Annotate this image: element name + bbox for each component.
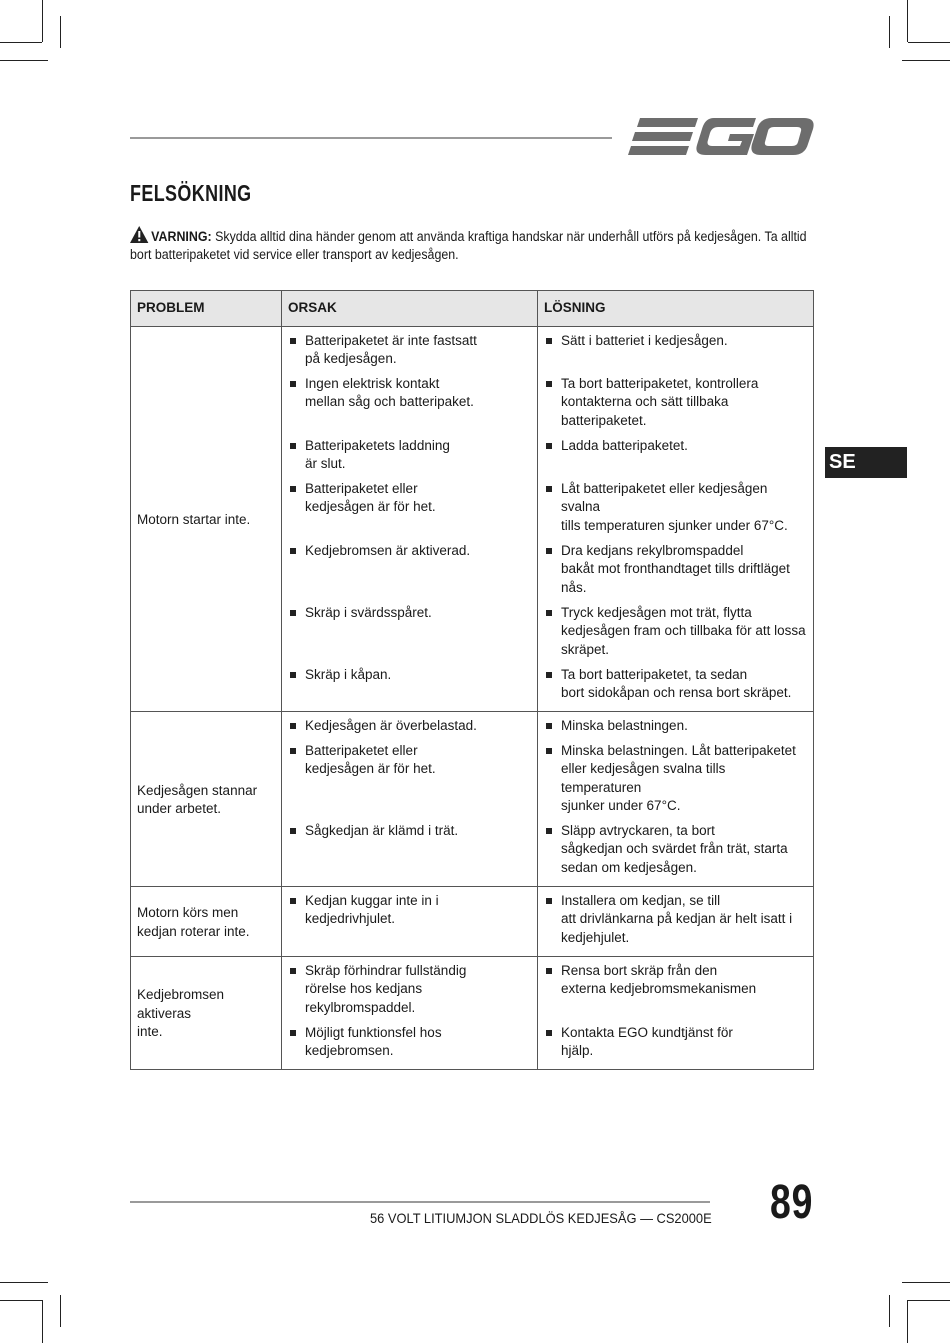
bullet-icon	[290, 898, 296, 904]
solution-text: Släpp avtryckaren, ta bort sågkedjan och svärdet från trät, starta sedan om kedjesågen.	[561, 822, 788, 875]
cause-text: Möjligt funktionsfel hos kedjebromsen.	[305, 1024, 442, 1058]
table-header-row	[131, 291, 814, 327]
solution-item	[544, 742, 807, 816]
solution-item	[544, 604, 807, 660]
solution-cell	[538, 956, 814, 1069]
page-number: 89	[770, 1176, 814, 1229]
solution-item	[544, 542, 807, 598]
cause-cell	[282, 956, 538, 1069]
table-row	[131, 886, 814, 956]
language-tab: SE	[825, 447, 907, 478]
crop-mark	[907, 0, 908, 42]
solution-item	[544, 962, 807, 1018]
cause-item	[288, 962, 531, 1018]
cause-item	[288, 666, 531, 703]
cause-item	[288, 742, 531, 816]
bullet-icon	[546, 486, 552, 492]
solution-text: Ta bort batteripaketet, ta sedan bort sidokåpan och rensa bort skräpet.	[561, 666, 792, 700]
problem-text: Kedjebromsen aktiveras inte.	[137, 987, 225, 1040]
bullet-icon	[546, 828, 552, 834]
solution-item	[544, 822, 807, 878]
cause-item	[288, 822, 531, 878]
bullet-icon	[290, 381, 296, 387]
solution-cell	[538, 326, 814, 711]
solution-item	[544, 666, 807, 703]
solution-item	[544, 1024, 807, 1061]
page-title: FELSÖKNING	[130, 180, 252, 206]
problem-cell	[131, 956, 282, 1069]
crop-mark	[889, 16, 890, 48]
problem-text: Motorn körs men kedjan roterar inte.	[137, 905, 250, 939]
cause-text: Batteripaketets laddning är slut.	[305, 437, 450, 471]
solution-text: Låt batteripaketet eller kedjesågen svalna tills temperaturen sjunker under 67°C.	[561, 480, 788, 533]
crop-mark	[0, 1282, 48, 1283]
crop-mark	[908, 1300, 950, 1301]
bullet-icon	[290, 548, 296, 554]
problem-text: Kedjesågen stannar under arbetet.	[137, 782, 258, 816]
crop-mark	[42, 0, 43, 42]
crop-mark	[908, 42, 950, 43]
bullet-icon	[546, 548, 552, 554]
ego-logo	[628, 116, 814, 158]
problem-text: Motorn startar inte.	[137, 511, 251, 527]
bullet-icon	[290, 723, 296, 729]
crop-mark	[0, 42, 42, 43]
footer-rule	[130, 1201, 710, 1203]
cause-text: Batteripaketet eller kedjesågen är för het.	[305, 742, 436, 776]
solution-item	[544, 437, 807, 474]
cause-text: Kedjan kuggar inte in i kedjedrivhjulet.	[305, 892, 439, 926]
solution-text: Dra kedjans rekylbromspaddel bakåt mot fronthandtaget tills driftläget nås.	[561, 542, 790, 595]
problem-cell	[131, 711, 282, 886]
cause-item	[288, 332, 531, 369]
crop-mark	[0, 60, 48, 61]
solution-text: Ladda batteripaketet.	[561, 437, 688, 453]
solution-text: Ta bort batteripaketet, kontrollera kontakterna och sätt tillbaka batteripaketet.	[561, 375, 759, 428]
cause-item	[288, 542, 531, 598]
bullet-icon	[290, 968, 296, 974]
column-header-cause: ORSAK	[282, 291, 538, 327]
solution-text: Rensa bort skräp från den externa kedjebromsmekanismen	[561, 962, 757, 996]
troubleshooting-table	[130, 290, 814, 1070]
crop-mark	[902, 60, 950, 61]
solution-item	[544, 717, 807, 736]
cause-item	[288, 717, 531, 736]
cause-text: Skräp förhindrar fullständig rörelse hos kedjans rekylbromspaddel.	[305, 962, 467, 1015]
solution-text: Tryck kedjesågen mot trät, flytta kedjesågen fram och tillbaka för att lossa skräpet.	[561, 604, 806, 657]
solution-item	[544, 892, 807, 948]
crop-mark	[60, 16, 61, 48]
bullet-icon	[290, 1030, 296, 1036]
crop-mark	[889, 1295, 890, 1327]
problem-cell	[131, 326, 282, 711]
solution-item	[544, 480, 807, 536]
bullet-icon	[546, 672, 552, 678]
warning-notice	[130, 226, 815, 264]
cause-item	[288, 437, 531, 474]
problem-cell	[131, 886, 282, 956]
cause-text: Batteripaketet eller kedjesågen är för het.	[305, 480, 436, 514]
warning-triangle-icon	[130, 226, 148, 243]
cause-item	[288, 604, 531, 660]
cause-item	[288, 1024, 531, 1061]
header-rule	[130, 137, 612, 139]
cause-item	[288, 375, 531, 431]
solution-text: Minska belastningen. Låt batteripaketet eller kedjesågen svalna tills temperaturen sjunker under 67°C.	[561, 742, 796, 813]
bullet-icon	[546, 381, 552, 387]
crop-mark	[907, 1300, 908, 1343]
bullet-icon	[546, 968, 552, 974]
solution-cell	[538, 711, 814, 886]
crop-mark	[902, 1282, 950, 1283]
cause-item	[288, 892, 531, 948]
cause-cell	[282, 711, 538, 886]
warning-label: VARNING:	[151, 229, 212, 244]
crop-mark	[42, 1300, 43, 1343]
bullet-icon	[290, 672, 296, 678]
cause-text: Skräp i svärdsspåret.	[305, 604, 432, 620]
bullet-icon	[546, 338, 552, 344]
cause-text: Kedjebromsen är aktiverad.	[305, 542, 471, 558]
bullet-icon	[546, 610, 552, 616]
bullet-icon	[546, 443, 552, 449]
solution-text: Sätt i batteriet i kedjesågen.	[561, 332, 728, 348]
cause-text: Sågkedjan är klämd i trät.	[305, 822, 459, 838]
bullet-icon	[290, 610, 296, 616]
cause-text: Skräp i kåpan.	[305, 666, 392, 682]
solution-text: Installera om kedjan, se till att drivlänkarna på kedjan är helt isatt i kedjehjulet.	[561, 892, 793, 945]
bullet-icon	[546, 1030, 552, 1036]
crop-mark	[0, 1300, 42, 1301]
footer-product-name: 56 VOLT LITIUMJON SLADDLÖS KEDJESÅG — CS2000E	[370, 1210, 712, 1226]
bullet-icon	[546, 723, 552, 729]
bullet-icon	[290, 828, 296, 834]
bullet-icon	[546, 898, 552, 904]
solution-item	[544, 375, 807, 431]
cause-cell	[282, 886, 538, 956]
bullet-icon	[290, 748, 296, 754]
bullet-icon	[290, 443, 296, 449]
warning-text: Skydda alltid dina händer genom att använda kraftiga handskar när underhåll utförs på kedjesågen. Ta alltid bort batteripaketet vid service eller transport av kedjesågen.	[130, 229, 807, 262]
cause-cell	[282, 326, 538, 711]
crop-mark	[60, 1295, 61, 1327]
solution-cell	[538, 886, 814, 956]
cause-item	[288, 480, 531, 536]
bullet-icon	[546, 748, 552, 754]
table-row	[131, 711, 814, 886]
solution-text: Kontakta EGO kundtjänst för hjälp.	[561, 1024, 733, 1058]
bullet-icon	[290, 486, 296, 492]
bullet-icon	[290, 338, 296, 344]
solution-text: Minska belastningen.	[561, 717, 688, 733]
solution-item	[544, 332, 807, 369]
column-header-problem: PROBLEM	[131, 291, 282, 327]
cause-text: Batteripaketet är inte fastsatt på kedjesågen.	[305, 332, 477, 366]
column-header-solution: LÖSNING	[538, 291, 814, 327]
table-row	[131, 326, 814, 711]
cause-text: Kedjesågen är överbelastad.	[305, 717, 477, 733]
cause-text: Ingen elektrisk kontakt mellan såg och batteripaket.	[305, 375, 474, 409]
table-row	[131, 956, 814, 1069]
